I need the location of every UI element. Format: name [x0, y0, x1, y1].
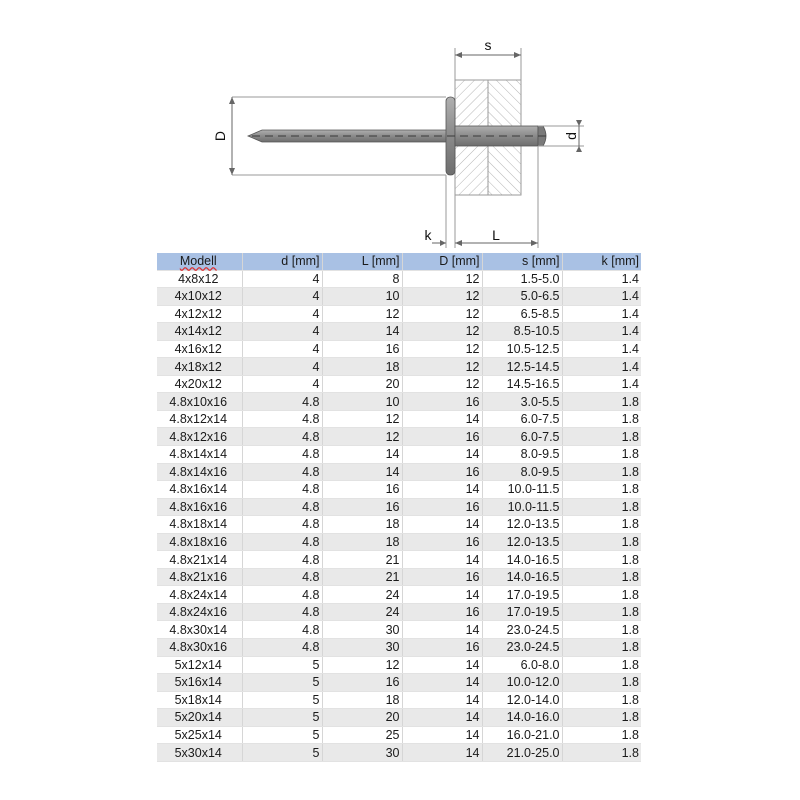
cell-s: 8.5-10.5	[482, 323, 562, 341]
cell-modell: 4x16x12	[157, 340, 242, 358]
cell-s: 12.0-13.5	[482, 516, 562, 534]
table-row	[157, 498, 641, 516]
table-row	[157, 621, 641, 639]
cell-s: 8.0-9.5	[482, 463, 562, 481]
cell-d: 4.8	[242, 498, 322, 516]
cell-d: 4.8	[242, 410, 322, 428]
table-row	[157, 358, 641, 376]
cell-L: 30	[322, 639, 402, 657]
cell-k: 1.8	[562, 568, 641, 586]
table-row	[157, 709, 641, 727]
table-row	[157, 744, 641, 762]
cell-s: 12.0-13.5	[482, 533, 562, 551]
cell-k: 1.8	[562, 446, 641, 464]
cell-d: 4	[242, 305, 322, 323]
cell-s: 14.5-16.5	[482, 375, 562, 393]
cell-k: 1.4	[562, 340, 641, 358]
cell-s: 12.5-14.5	[482, 358, 562, 376]
cell-D: 14	[402, 709, 482, 727]
cell-L: 14	[322, 463, 402, 481]
table-row	[157, 288, 641, 306]
cell-d: 5	[242, 691, 322, 709]
cell-D: 14	[402, 656, 482, 674]
cell-d: 5	[242, 674, 322, 692]
cell-k: 1.8	[562, 744, 641, 762]
cell-s: 14.0-16.0	[482, 709, 562, 727]
label-s: s	[484, 37, 492, 53]
cell-L: 10	[322, 288, 402, 306]
cell-D: 16	[402, 498, 482, 516]
cell-d: 4.8	[242, 621, 322, 639]
cell-D: 16	[402, 533, 482, 551]
cell-k: 1.4	[562, 270, 641, 288]
cell-L: 24	[322, 603, 402, 621]
header-D: D [mm]	[402, 253, 482, 270]
cell-k: 1.8	[562, 533, 641, 551]
cell-L: 30	[322, 744, 402, 762]
cell-s: 21.0-25.0	[482, 744, 562, 762]
cell-L: 24	[322, 586, 402, 604]
cell-D: 14	[402, 481, 482, 499]
cell-s: 14.0-16.5	[482, 551, 562, 569]
table-row	[157, 410, 641, 428]
cell-D: 16	[402, 393, 482, 411]
cell-L: 20	[322, 709, 402, 727]
cell-modell: 4.8x16x14	[157, 481, 242, 499]
table-row	[157, 393, 641, 411]
cell-k: 1.8	[562, 393, 641, 411]
cell-D: 12	[402, 340, 482, 358]
cell-d: 4	[242, 288, 322, 306]
cell-d: 4.8	[242, 446, 322, 464]
cell-D: 14	[402, 586, 482, 604]
cell-s: 6.5-8.5	[482, 305, 562, 323]
cell-L: 8	[322, 270, 402, 288]
table-row	[157, 586, 641, 604]
cell-s: 10.0-12.0	[482, 674, 562, 692]
cell-modell: 4.8x24x14	[157, 586, 242, 604]
cell-k: 1.8	[562, 726, 641, 744]
cell-d: 5	[242, 744, 322, 762]
cell-s: 8.0-9.5	[482, 446, 562, 464]
cell-D: 14	[402, 516, 482, 534]
table-row	[157, 533, 641, 551]
cell-d: 5	[242, 656, 322, 674]
cell-modell: 4x20x12	[157, 375, 242, 393]
rivet-dimension-diagram	[0, 0, 800, 250]
cell-k: 1.8	[562, 516, 641, 534]
cell-d: 4.8	[242, 428, 322, 446]
cell-L: 18	[322, 691, 402, 709]
cell-D: 14	[402, 744, 482, 762]
table-row	[157, 551, 641, 569]
table-row	[157, 516, 641, 534]
cell-modell: 4.8x18x14	[157, 516, 242, 534]
cell-modell: 4x10x12	[157, 288, 242, 306]
cell-k: 1.4	[562, 358, 641, 376]
cell-L: 16	[322, 674, 402, 692]
cell-D: 16	[402, 639, 482, 657]
cell-D: 16	[402, 428, 482, 446]
cell-d: 4.8	[242, 603, 322, 621]
cell-s: 10.0-11.5	[482, 481, 562, 499]
cell-D: 12	[402, 305, 482, 323]
cell-modell: 4.8x10x16	[157, 393, 242, 411]
label-d: d	[563, 132, 579, 140]
cell-L: 18	[322, 516, 402, 534]
cell-d: 4.8	[242, 533, 322, 551]
cell-modell: 4x14x12	[157, 323, 242, 341]
cell-s: 6.0-7.5	[482, 410, 562, 428]
cell-d: 4	[242, 358, 322, 376]
cell-modell: 4.8x21x16	[157, 568, 242, 586]
cell-modell: 4.8x16x16	[157, 498, 242, 516]
cell-d: 4.8	[242, 586, 322, 604]
cell-d: 4.8	[242, 393, 322, 411]
cell-k: 1.4	[562, 375, 641, 393]
cell-modell: 4.8x14x14	[157, 446, 242, 464]
cell-s: 1.5-5.0	[482, 270, 562, 288]
cell-D: 16	[402, 463, 482, 481]
cell-k: 1.8	[562, 603, 641, 621]
cell-s: 16.0-21.0	[482, 726, 562, 744]
table-row	[157, 656, 641, 674]
cell-d: 4.8	[242, 516, 322, 534]
cell-modell: 4.8x14x16	[157, 463, 242, 481]
header-s: s [mm]	[482, 253, 562, 270]
cell-k: 1.8	[562, 463, 641, 481]
table-row	[157, 639, 641, 657]
label-D: D	[212, 130, 228, 142]
cell-D: 14	[402, 691, 482, 709]
cell-modell: 4.8x30x16	[157, 639, 242, 657]
cell-s: 6.0-8.0	[482, 656, 562, 674]
cell-L: 12	[322, 656, 402, 674]
cell-D: 16	[402, 603, 482, 621]
cell-k: 1.4	[562, 288, 641, 306]
label-k: k	[424, 227, 432, 243]
cell-L: 16	[322, 340, 402, 358]
table-row	[157, 446, 641, 464]
header-L: L [mm]	[322, 253, 402, 270]
table-row	[157, 270, 641, 288]
cell-k: 1.8	[562, 621, 641, 639]
cell-k: 1.8	[562, 656, 641, 674]
cell-L: 30	[322, 621, 402, 639]
cell-modell: 4.8x12x14	[157, 410, 242, 428]
cell-modell: 4.8x24x16	[157, 603, 242, 621]
cell-k: 1.8	[562, 481, 641, 499]
cell-d: 4	[242, 375, 322, 393]
cell-modell: 5x25x14	[157, 726, 242, 744]
table-row	[157, 603, 641, 621]
cell-D: 14	[402, 446, 482, 464]
cell-s: 17.0-19.5	[482, 603, 562, 621]
cell-modell: 4.8x12x16	[157, 428, 242, 446]
table-row	[157, 428, 641, 446]
cell-D: 14	[402, 726, 482, 744]
cell-modell: 5x30x14	[157, 744, 242, 762]
cell-modell: 4.8x18x16	[157, 533, 242, 551]
table-row	[157, 305, 641, 323]
table-row	[157, 568, 641, 586]
cell-D: 12	[402, 288, 482, 306]
cell-k: 1.8	[562, 551, 641, 569]
cell-D: 12	[402, 375, 482, 393]
table-row	[157, 340, 641, 358]
cell-k: 1.8	[562, 639, 641, 657]
cell-s: 12.0-14.0	[482, 691, 562, 709]
cell-modell: 4x18x12	[157, 358, 242, 376]
cell-D: 14	[402, 551, 482, 569]
table-row	[157, 674, 641, 692]
cell-L: 14	[322, 323, 402, 341]
label-L: L	[492, 227, 500, 243]
cell-k: 1.8	[562, 674, 641, 692]
cell-modell: 4.8x30x14	[157, 621, 242, 639]
table-row	[157, 481, 641, 499]
cell-k: 1.8	[562, 428, 641, 446]
cell-k: 1.8	[562, 410, 641, 428]
table-row	[157, 323, 641, 341]
cell-d: 4.8	[242, 639, 322, 657]
cell-modell: 5x16x14	[157, 674, 242, 692]
cell-k: 1.4	[562, 305, 641, 323]
rivet-specs-table	[157, 253, 641, 762]
cell-L: 12	[322, 428, 402, 446]
cell-s: 10.0-11.5	[482, 498, 562, 516]
cell-s: 5.0-6.5	[482, 288, 562, 306]
table-header-row	[157, 253, 641, 270]
cell-modell: 4x12x12	[157, 305, 242, 323]
cell-modell: 5x18x14	[157, 691, 242, 709]
table-row	[157, 691, 641, 709]
cell-L: 21	[322, 551, 402, 569]
cell-d: 4.8	[242, 463, 322, 481]
cell-s: 10.5-12.5	[482, 340, 562, 358]
table-row	[157, 375, 641, 393]
cell-modell: 5x20x14	[157, 709, 242, 727]
cell-s: 23.0-24.5	[482, 621, 562, 639]
cell-L: 16	[322, 498, 402, 516]
cell-d: 5	[242, 709, 322, 727]
cell-s: 6.0-7.5	[482, 428, 562, 446]
cell-d: 4.8	[242, 481, 322, 499]
header-d: d [mm]	[242, 253, 322, 270]
cell-L: 16	[322, 481, 402, 499]
cell-L: 25	[322, 726, 402, 744]
table-body	[157, 270, 641, 761]
cell-d: 4.8	[242, 568, 322, 586]
cell-k: 1.8	[562, 691, 641, 709]
cell-L: 21	[322, 568, 402, 586]
cell-D: 14	[402, 410, 482, 428]
cell-k: 1.4	[562, 323, 641, 341]
cell-d: 5	[242, 726, 322, 744]
cell-L: 10	[322, 393, 402, 411]
cell-L: 18	[322, 358, 402, 376]
cell-k: 1.8	[562, 498, 641, 516]
cell-k: 1.8	[562, 709, 641, 727]
cell-s: 17.0-19.5	[482, 586, 562, 604]
cell-L: 14	[322, 446, 402, 464]
cell-D: 12	[402, 323, 482, 341]
header-k: k [mm]	[562, 253, 641, 270]
cell-s: 23.0-24.5	[482, 639, 562, 657]
cell-k: 1.8	[562, 586, 641, 604]
cell-s: 14.0-16.5	[482, 568, 562, 586]
header-modell: Modell	[157, 253, 242, 270]
cell-D: 14	[402, 621, 482, 639]
cell-L: 20	[322, 375, 402, 393]
table-row	[157, 463, 641, 481]
cell-D: 14	[402, 674, 482, 692]
cell-modell: 4x8x12	[157, 270, 242, 288]
cell-d: 4	[242, 340, 322, 358]
dimension-s	[455, 37, 521, 80]
cell-L: 18	[322, 533, 402, 551]
cell-d: 4.8	[242, 551, 322, 569]
cell-D: 12	[402, 270, 482, 288]
cell-L: 12	[322, 305, 402, 323]
cell-modell: 4.8x21x14	[157, 551, 242, 569]
cell-modell: 5x12x14	[157, 656, 242, 674]
cell-L: 12	[322, 410, 402, 428]
cell-d: 4	[242, 323, 322, 341]
table-row	[157, 726, 641, 744]
cell-D: 16	[402, 568, 482, 586]
cell-d: 4	[242, 270, 322, 288]
cell-D: 12	[402, 358, 482, 376]
cell-s: 3.0-5.5	[482, 393, 562, 411]
